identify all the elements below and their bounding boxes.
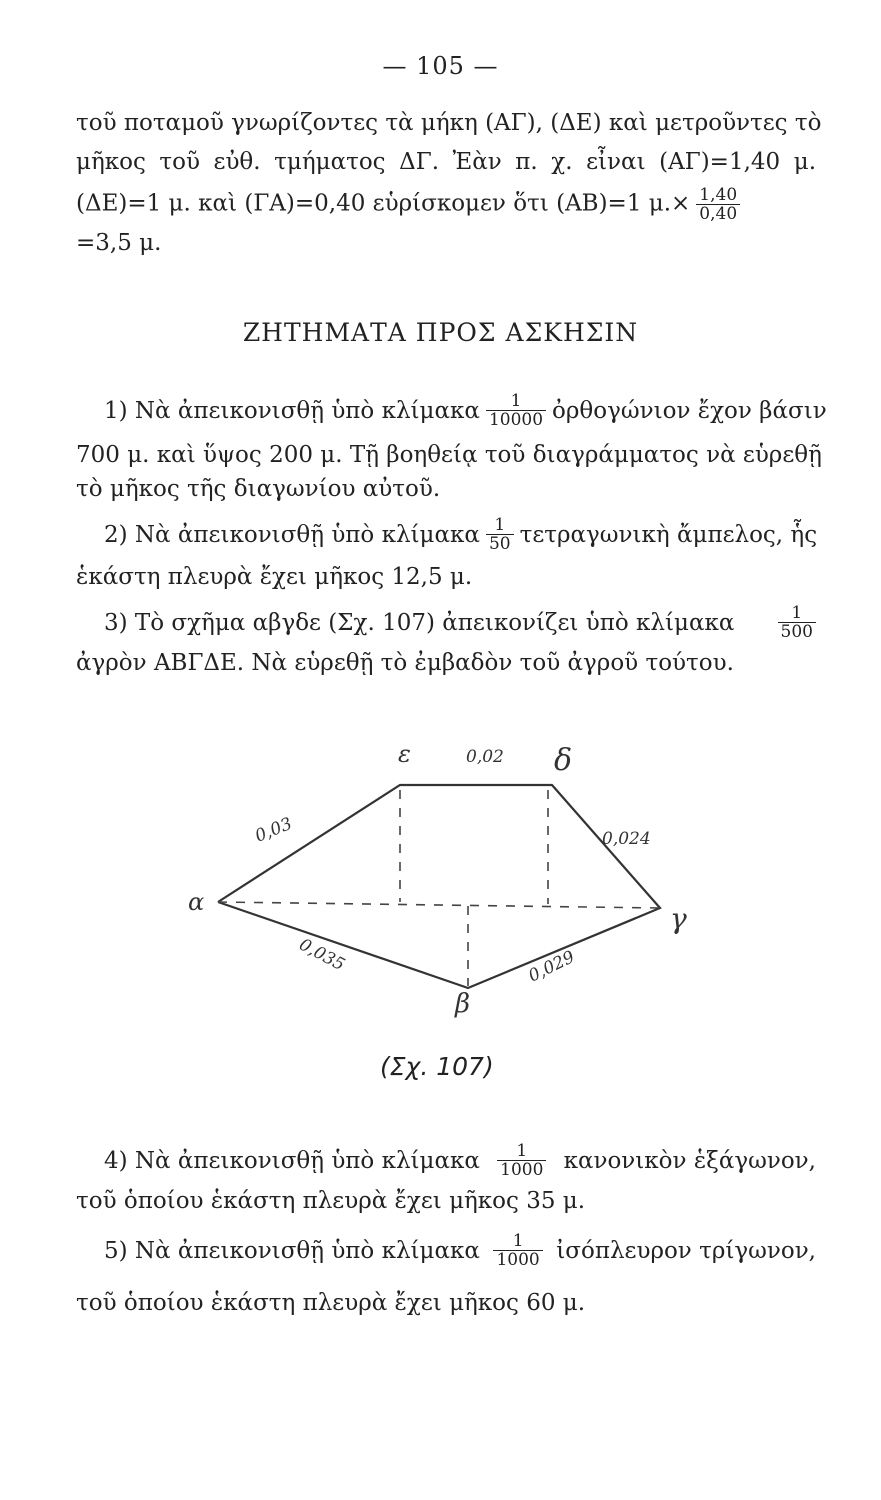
side-label-ed: 0,02 [466, 747, 504, 767]
fraction-denominator: 10000 [486, 410, 546, 429]
fraction-denominator: 1000 [497, 1160, 546, 1179]
figure-caption: (Σχ. 107) [380, 1052, 494, 1081]
exercise-3-line-2: ἀγρὸν ΑΒΓΔΕ. Νὰ εὑρεθῇ τὸ ἐμβαδὸν τοῦ ἀγροῦ τούτου. [76, 650, 734, 676]
fraction-numerator: 1 [512, 1231, 524, 1251]
exercise-3-line-1 [104, 604, 816, 641]
vertex-label-a: α [188, 888, 205, 916]
figure-107-diagram [170, 730, 730, 1030]
exercise-4-text-b: κανονικὸν ἑξάγωνον, [563, 1147, 816, 1174]
page-number: — 105 — [382, 52, 499, 80]
exercise-2-text-a: 2) Νὰ ἀπεικονισθῇ ὑπὸ κλίμακα [104, 521, 480, 548]
exercise-4-line-1 [104, 1142, 816, 1179]
exercise-1-line-3: τὸ μῆκος τῆς διαγωνίου αὐτοῦ. [76, 476, 441, 502]
baseline-ag [218, 902, 660, 908]
side-label-ab: 0,035 [295, 934, 349, 976]
exercise-1-text-b: ὀρθογώνιον ἔχον βάσιν [552, 397, 827, 424]
exercise-4-line-2: τοῦ ὁποίου ἑκάστη πλευρὰ ἔχει μῆκος 35 μ. [76, 1188, 586, 1214]
fraction-denominator: 50 [486, 534, 514, 553]
exercise-2-line-2: ἑκάστη πλευρὰ ἔχει μῆκος 12,5 μ. [76, 564, 473, 590]
intro-fraction [696, 186, 740, 223]
exercise-1-line-1 [104, 391, 827, 430]
exercise-3-text-a: 3) Τὸ σχῆμα αβγδε (Σχ. 107) ἀπεικονίζει ὑπὸ κλίμακα [104, 609, 735, 636]
fraction-denominator: 500 [778, 622, 816, 641]
intro-line-4: =3,5 μ. [76, 230, 162, 256]
fraction-numerator: 1 [494, 515, 506, 535]
fraction-numerator: 1 [510, 391, 522, 411]
vertex-label-d: δ [554, 743, 573, 778]
fraction-numerator: 1 [791, 603, 803, 623]
exercise-2-text-b: τετραγωνικὴ ἄμπελος, ἧς [519, 521, 818, 548]
exercise-5-text-a: 5) Νὰ ἀπεικονισθῇ ὑπὸ κλίμακα [104, 1237, 480, 1264]
exercise-3-scale [778, 604, 816, 641]
intro-line-1: τοῦ ποταμοῦ γνωρίζοντες τὰ μήκη (ΑΓ), (ΔΕ) καὶ μετροῦντες τὸ [76, 110, 822, 136]
fraction-denominator: 0,40 [696, 204, 740, 223]
exercise-1-text-a: 1) Νὰ ἀπεικονισθῇ ὑπὸ κλίμακα [104, 397, 480, 424]
exercise-2-scale [486, 516, 514, 553]
vertex-label-e: ε [398, 740, 411, 768]
fraction-denominator: 1000 [493, 1250, 542, 1269]
vertex-label-g: γ [670, 902, 687, 935]
exercise-5-line-2: τοῦ ὁποίου ἑκάστη πλευρὰ ἔχει μῆκος 60 μ. [76, 1290, 586, 1316]
exercise-4-scale [497, 1142, 546, 1179]
section-title: ΖΗΤΗΜΑΤΑ ΠΡΟΣ ΑΣΚΗΣΙΝ [242, 318, 639, 347]
intro-line-3-text: (ΔΕ)=1 μ. καὶ (ΓΑ)=0,40 εὑρίσκομεν ὅτι (ΑΒ)=1 μ.× [76, 190, 691, 217]
exercise-2-line-1 [104, 516, 816, 553]
exercise-5-scale [493, 1232, 542, 1269]
exercise-5-line-1 [104, 1232, 816, 1269]
fraction-numerator: 1,40 [699, 185, 738, 205]
exercise-4-text-a: 4) Νὰ ἀπεικονισθῇ ὑπὸ κλίμακα [104, 1147, 480, 1174]
intro-line-3 [76, 186, 816, 223]
exercise-5-text-b: ἰσόπλευρον τρίγωνον, [556, 1237, 816, 1264]
side-label-dg: 0,024 [602, 829, 651, 849]
exercise-1-line-2: 700 μ. καὶ ὕψος 200 μ. Τῇ βοηθείᾳ τοῦ διαγράμματος νὰ εὑρεθῇ [76, 442, 822, 468]
fraction-numerator: 1 [516, 1141, 528, 1161]
intro-line-2: μῆκος τοῦ εὐθ. τμήματος ΔΓ. Ἐὰν π. χ. εἶναι (ΑΓ)=1,40 μ. [76, 149, 816, 175]
vertex-label-b: β [455, 989, 471, 1019]
side-label-bg: 0,029 [525, 947, 578, 987]
side-label-ae: 0,03 [252, 813, 295, 847]
exercise-1-scale [486, 392, 546, 429]
